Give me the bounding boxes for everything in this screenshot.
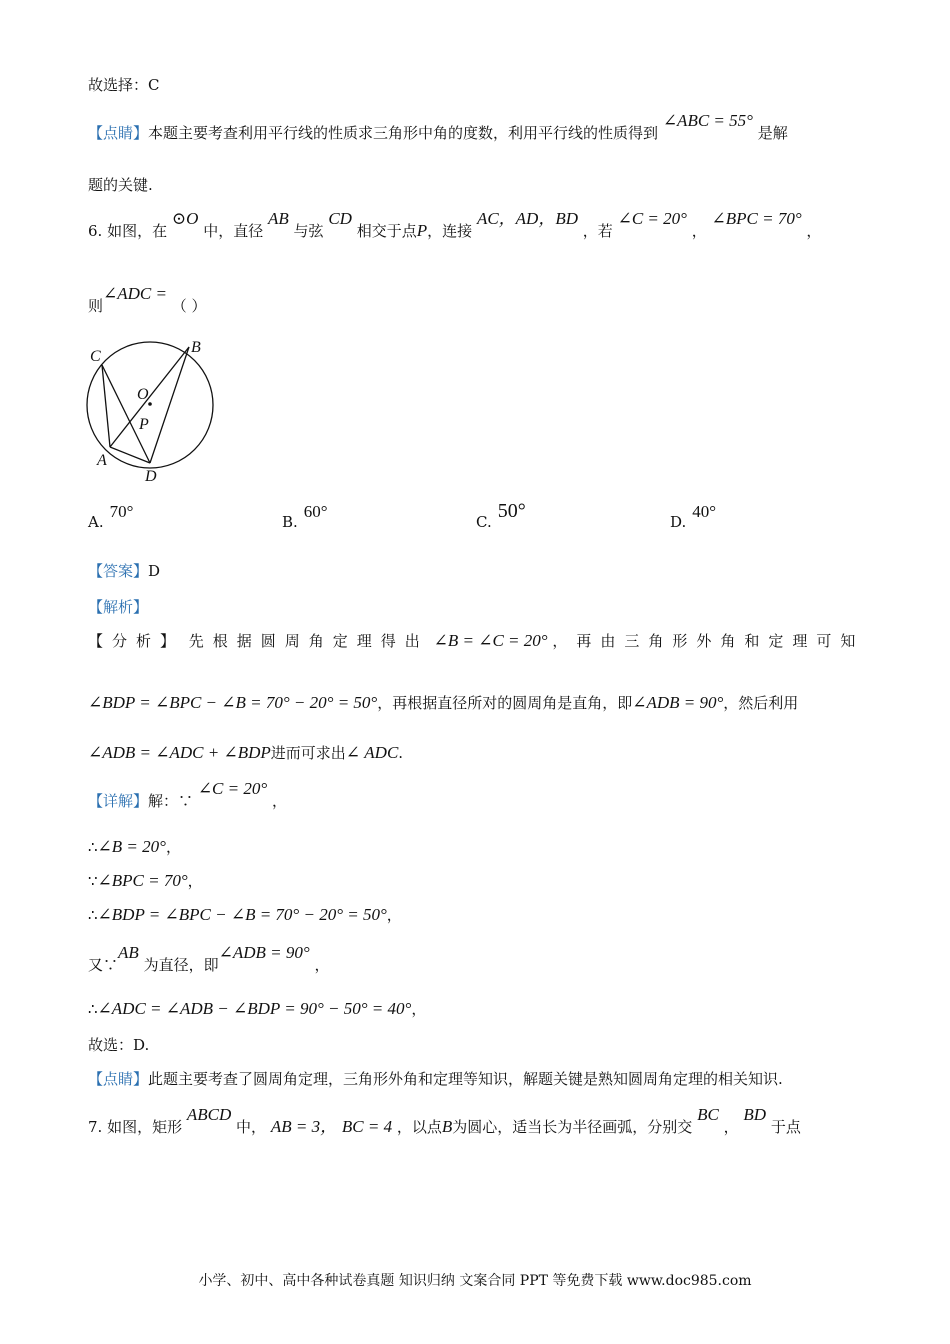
label-c: C bbox=[90, 348, 101, 365]
step-4: 又∵AB 为直径，即∠ADB = 90° ， bbox=[88, 943, 330, 974]
label-b: B bbox=[191, 339, 201, 356]
question-7-stem: 7. 如图，矩形 ABCD 中， AB = 3， BC = 4 ，以点B为圆心，适当长为半径画弧，分别交 BC ， BD 于点 bbox=[88, 1105, 801, 1136]
analysis-tag: 【解析】 bbox=[88, 598, 149, 616]
prev-comment-line2: 题的关键. bbox=[88, 176, 153, 194]
math-abc-55: ∠ABC = 55° bbox=[662, 111, 753, 130]
step-2: ∵∠BPC = 70°， bbox=[88, 871, 203, 890]
page-footer: 小学、初中、高中各种试卷真题 知识归纳 文案合同 PPT 等免费下载 www.doc985.com bbox=[198, 1273, 752, 1289]
question-6-ask: 则∠ADC = （ ） bbox=[88, 284, 207, 315]
prev-choice: 故选择：C bbox=[88, 76, 160, 94]
segment-bd bbox=[150, 347, 189, 463]
detail-line: 【详解】解：∵ ∠C = 20° ， bbox=[88, 779, 287, 810]
label-o: O bbox=[137, 386, 149, 403]
segment-ca bbox=[102, 365, 110, 447]
option-c[interactable]: C. 50° bbox=[476, 500, 526, 531]
comment-tag: 【点睛】 bbox=[88, 124, 149, 142]
comment-line: 【点睛】此题主要考查了圆周角定理，三角形外角和定理等知识，解题关键是熟知圆周角定理的相关知识. bbox=[88, 1070, 783, 1088]
chord-cd bbox=[102, 365, 150, 463]
question-6-stem: 6. 如图，在 ⊙O 中，直径 AB 与弦 CD 相交于点P，连接 AC，AD，BD ，若 ∠C = 20° ， ∠BPC = 70° ， bbox=[88, 209, 822, 240]
option-d[interactable]: D.40° bbox=[670, 502, 717, 531]
option-b[interactable]: B.60° bbox=[282, 502, 328, 531]
analysis-line-3: ∠ADB = ∠ADC + ∠BDP进而可求出∠ ADC. bbox=[88, 743, 404, 762]
step-5: ∴∠ADC = ∠ADB − ∠BDP = 90° − 50° = 40°， bbox=[88, 999, 427, 1018]
analysis-line-2: ∠BDP = ∠BPC − ∠B = 70° − 20° = 50°，再根据直径所对的圆周角是直角，即∠ADB = 90°，然后利用 bbox=[88, 693, 799, 712]
circle-figure bbox=[85, 335, 225, 485]
center-point bbox=[148, 402, 152, 406]
answer-line: 【答案】D bbox=[88, 562, 161, 580]
diameter-ab bbox=[110, 347, 189, 447]
label-d: D bbox=[145, 468, 157, 485]
option-a[interactable]: A.70° bbox=[88, 502, 134, 531]
label-p: P bbox=[139, 416, 149, 433]
choice-line: 故选：D. bbox=[88, 1036, 150, 1054]
step-1: ∴∠B = 20°， bbox=[88, 837, 181, 856]
analysis-line-1: 【分析】 先根据圆周角定理得出 ∠B = ∠C = 20° ，再由三角形外角和定理可知 bbox=[88, 631, 865, 650]
label-a: A bbox=[97, 452, 107, 469]
step-3: ∴∠BDP = ∠BPC − ∠B = 70° − 20° = 50°， bbox=[88, 905, 402, 924]
prev-comment: 【点睛】本题主要考查利用平行线的性质求三角形中角的度数，利用平行线的性质得到 ∠ABC = 55° 是解 bbox=[88, 111, 788, 142]
